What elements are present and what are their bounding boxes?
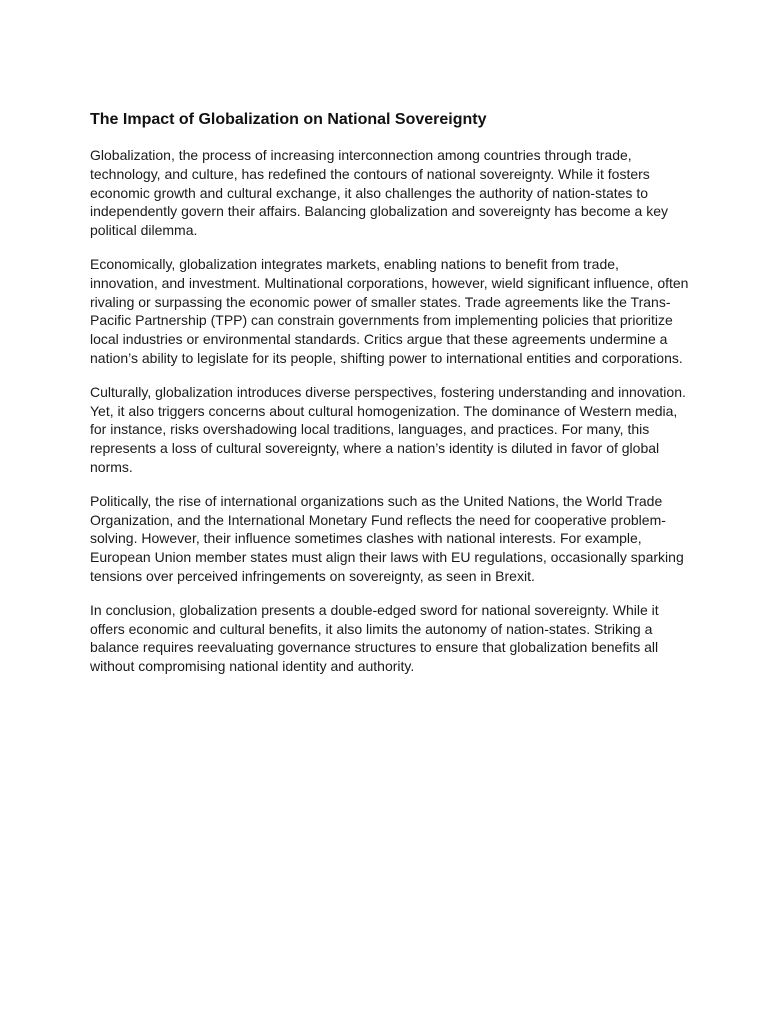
paragraph-cultural: Culturally, globalization introduces diverse perspectives, fostering understanding and innovation. Yet, it also triggers concerns about cultural homogenization. The dominance of Western media, for instance, risks overshadowing local traditions, languages, and practices. For many, this represents a loss of cultural sovereignty, where a nation’s identity is diluted in favor of global norms.	[90, 383, 686, 475]
paragraph-conclusion: In conclusion, globalization presents a double-edged sword for national sovereignty. While it offers economic and cultural benefits, it also limits the autonomy of nation-states. Striking a balance requires reevaluating governance structures to ensure that globalization benefits all without compromising national identity and authority.	[90, 601, 659, 675]
paragraph-economic: Economically, globalization integrates markets, enabling nations to benefit from trade, innovation, and investment. Multinational corporations, however, wield significant influence, often rivaling or surpassing the economic power of smaller states. Trade agreements like the Trans-Pacific Partnership (TPP) can constrain governments from implementing policies that prioritize local industries or environmental standards. Critics argue that these agreements undermine a nation’s ability to legislate for its people, shifting power to international entities and corporations.	[90, 255, 689, 366]
paragraph-political: Politically, the rise of international organizations such as the United Nations, the World Trade Organization, and the International Monetary Fund reflects the need for cooperative problem-solving. However, their influence sometimes clashes with national interests. For example, European Union member states must align their laws with EU regulations, occasionally sparking tensions over perceived infringements on sovereignty, as seen in Brexit.	[90, 492, 684, 584]
document-body	[90, 110, 690, 691]
paragraph-introduction: Globalization, the process of increasing interconnection among countries through trade, technology, and culture, has redefined the contours of national sovereignty. While it fosters economic growth and cultural exchange, it also challenges the authority of nation-states to independently govern their affairs. Balancing globalization and sovereignty has become a key political dilemma.	[90, 147, 668, 239]
document-title: The Impact of Globalization on National Sovereignty	[90, 111, 487, 128]
